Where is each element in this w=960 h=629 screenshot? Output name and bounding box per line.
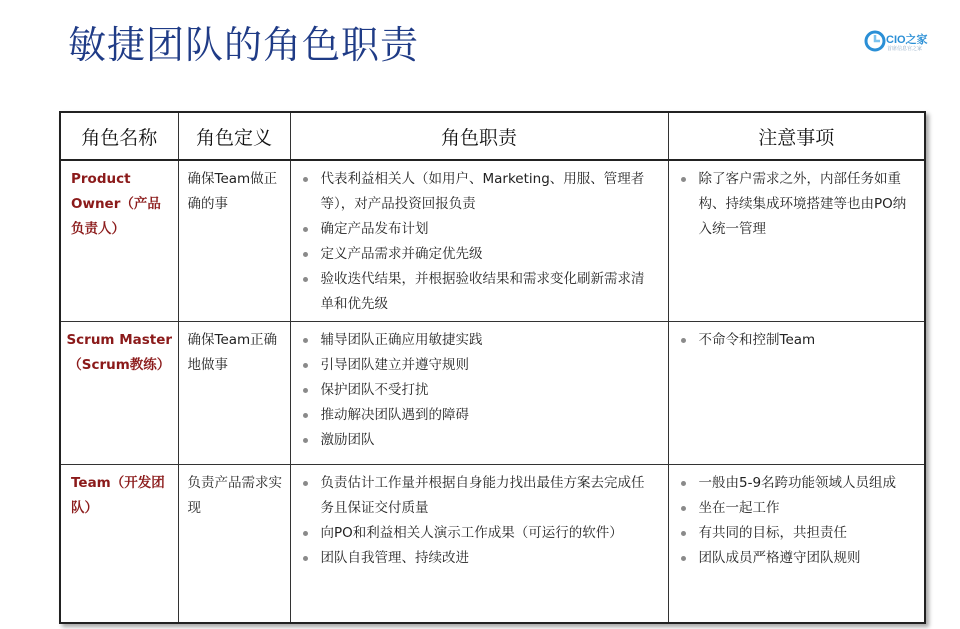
role-name-cell: Team（开发团队） — [60, 465, 178, 624]
list-item: 除了客户需求之外，内部任务如重构、持续集成环境搭建等也由PO纳入统一管理 — [669, 167, 915, 242]
role-definition-cell: 确保Team做正确的事 — [178, 160, 290, 322]
logo-brand: CIO之家 — [886, 34, 928, 46]
list-item: 确定产品发布计划 — [291, 217, 658, 242]
list-item: 向PO和利益相关人演示工作成果（可运行的软件） — [291, 521, 658, 546]
list-item: 代表利益相关人（如用户、Marketing、用服、管理者等），对产品投资回报负责 — [291, 167, 658, 217]
role-name-cell: Product Owner（产品负责人） — [60, 160, 178, 322]
list-item: 引导团队建立并遵守规则 — [291, 353, 658, 378]
list-item: 团队自我管理、持续改进 — [291, 546, 658, 571]
header-notes: 注意事项 — [668, 112, 925, 160]
list-item: 有共同的目标，共担责任 — [669, 521, 915, 546]
notes-cell — [668, 465, 925, 624]
responsibilities-cell — [290, 322, 668, 465]
table-row-scrum-master — [60, 322, 925, 465]
table-row-product-owner — [60, 160, 925, 322]
cio-logo — [864, 28, 928, 54]
role-definition-cell: 确保Team正确地做事 — [178, 322, 290, 465]
list-item: 定义产品需求并确定优先级 — [291, 242, 658, 267]
table-row-team — [60, 465, 925, 624]
role-definition-cell: 负责产品需求实现 — [178, 465, 290, 624]
list-item: 激励团队 — [291, 428, 658, 453]
list-item: 负责估计工作量并根据自身能力找出最佳方案去完成任务且保证交付质量 — [291, 471, 658, 521]
roles-table — [59, 111, 926, 624]
header-role-definition: 角色定义 — [178, 112, 290, 160]
responsibilities-cell — [290, 160, 668, 322]
role-name-cell: Scrum Master（Scrum教练） — [60, 322, 178, 465]
logo-tagline: 首席信息官之家 — [887, 46, 923, 52]
notes-cell — [668, 322, 925, 465]
list-item: 辅导团队正确应用敏捷实践 — [291, 328, 658, 353]
list-item: 坐在一起工作 — [669, 496, 915, 521]
page-title: 敏捷团队的角色职责 — [68, 23, 420, 67]
list-item: 保护团队不受打扰 — [291, 378, 658, 403]
responsibilities-cell — [290, 465, 668, 624]
table-header-row — [60, 112, 925, 160]
header-role-responsibilities: 角色职责 — [290, 112, 668, 160]
header-role-name: 角色名称 — [60, 112, 178, 160]
list-item: 验收迭代结果，并根据验收结果和需求变化刷新需求清单和优先级 — [291, 267, 658, 317]
list-item: 一般由5-9名跨功能领域人员组成 — [669, 471, 915, 496]
list-item: 不命令和控制Team — [669, 328, 915, 353]
list-item: 推动解决团队遇到的障碍 — [291, 403, 658, 428]
list-item: 团队成员严格遵守团队规则 — [669, 546, 915, 571]
notes-cell — [668, 160, 925, 322]
cio-logo-icon — [864, 30, 886, 52]
